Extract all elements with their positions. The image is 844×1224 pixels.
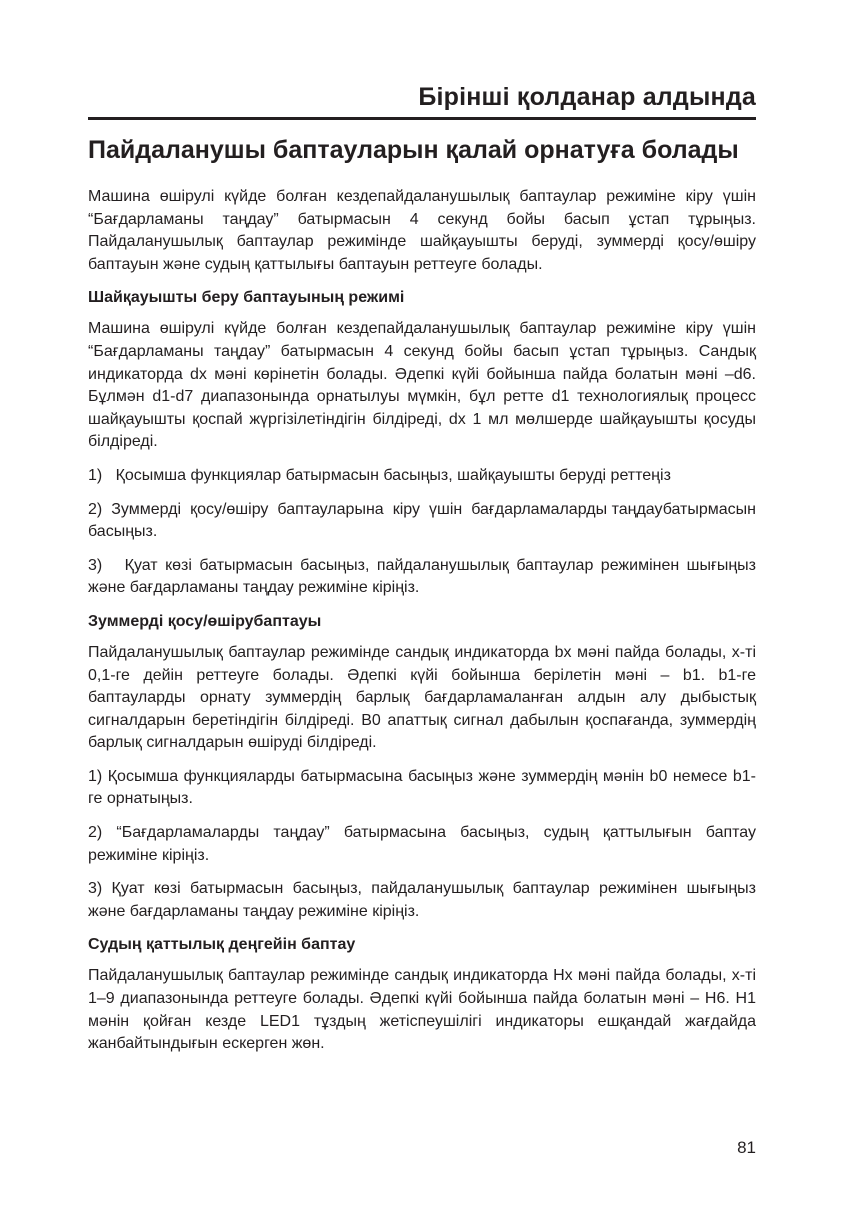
step-item: 2) “Бағдарламаларды таңдау” батырмасына басыңыз, судың қаттылығын баптау режиміне кіріңіз. xyxy=(88,824,756,864)
section-heading: Судың қаттылық деңгейін баптау xyxy=(88,936,356,954)
step-item: 1) Қосымша функцияларды батырмасына басыңыз және зуммердің мәнін b0 немесе b1-ге орнатыңыз. xyxy=(88,767,756,808)
paragraph: Пайдаланушылық баптаулар режимінде сандық индикаторда bx мәні пайда болады, x-ті 0,1-ге дейін реттеуге болады. Әдепкі күйі бойынша берілетін мәні – b1. b1-ге баптауларды орнату зуммердің барлық бағдарламаланған алдын алу дыбыстық сигналдарын беретіндігін білдіреді. B0 апаттық сигнал дабылын қоспағанда, зуммердің барлық сигналдарын өшіруді білдіреді. xyxy=(88,643,756,752)
step-item: 3) Қуат көзі батырмасын басыңыз, пайдаланушылық баптаулар режимінен шығыңыз және бағдарламаны таңдау режиміне кіріңіз. xyxy=(88,556,761,597)
page-number: 81 xyxy=(737,1138,756,1157)
page-title: Пайдаланушы баптауларын қалай орнатуға болады xyxy=(88,136,739,164)
paragraph: Пайдаланушылық баптаулар режимінде сандық индикаторда Hx мәні пайда болады, x-ті 1–9 диапазонында реттеуге болады. Әдепкі күйі бойынша пайда болатын мәні – H6. H1 мәнін қойған кезде LED1 тұздың жетіспеушілігі индикаторы ешқандай жағдайда жанбайтындығын ескерген жөн. xyxy=(88,967,756,1053)
paragraph: Машина өшірулі күйде болған кездепайдаланушылық баптаулар режиміне кіру үшін “Бағдарламаны таңдау” батырмасын 4 секунд бойы басып ұстап тұрыңыз. Сандық индикаторда dx мәні көрінетін болады. Әдепкі күйі бойынша пайда болатын мәні –d6. Бұлмән d1-d7 диапазонында орнатылуы мүмкін, бұл ретте d1 технологиялық процесс шайқауышты қоспай жүргізілетіндігін білдіреді, dx 1 мл мөлшерде шайқауышты қосуды білдіреді. xyxy=(88,320,756,451)
step-item: 2) Зуммерді қосу/өшіру баптауларына кіру үшін бағдарламаларды таңдаубатырмасын басыңыз. xyxy=(88,500,761,541)
header-divider xyxy=(88,117,756,120)
running-header: Бірінші қолданар алдында xyxy=(418,83,756,111)
section-heading: Зуммерді қосу/өшірубаптауы xyxy=(88,612,322,630)
step-item: 1) Қосымша функциялар батырмасын басыңыз, шайқауышты беруді реттеңіз xyxy=(88,466,671,484)
step-item: 3) Қуат көзі батырмасын басыңыз, пайдаланушылық баптаулар режимінен шығыңыз және бағдарламаны таңдау режиміне кіріңіз. xyxy=(88,880,756,920)
section-heading: Шайқауышты беру баптауының режимі xyxy=(88,289,405,307)
intro-paragraph: Машина өшірулі күйде болған кездепайдаланушылық баптаулар режиміне кіру үшін “Бағдарламаны таңдау” батырмасын 4 секунд бойы басып ұстап тұрыңыз. Пайдаланушылық баптаулар режимінде шайқауышты беруді, зуммерді қосу/өшіру баптауын және судың қаттылығы баптауын реттеугe болады. xyxy=(88,188,756,273)
body-text xyxy=(88,186,761,1067)
